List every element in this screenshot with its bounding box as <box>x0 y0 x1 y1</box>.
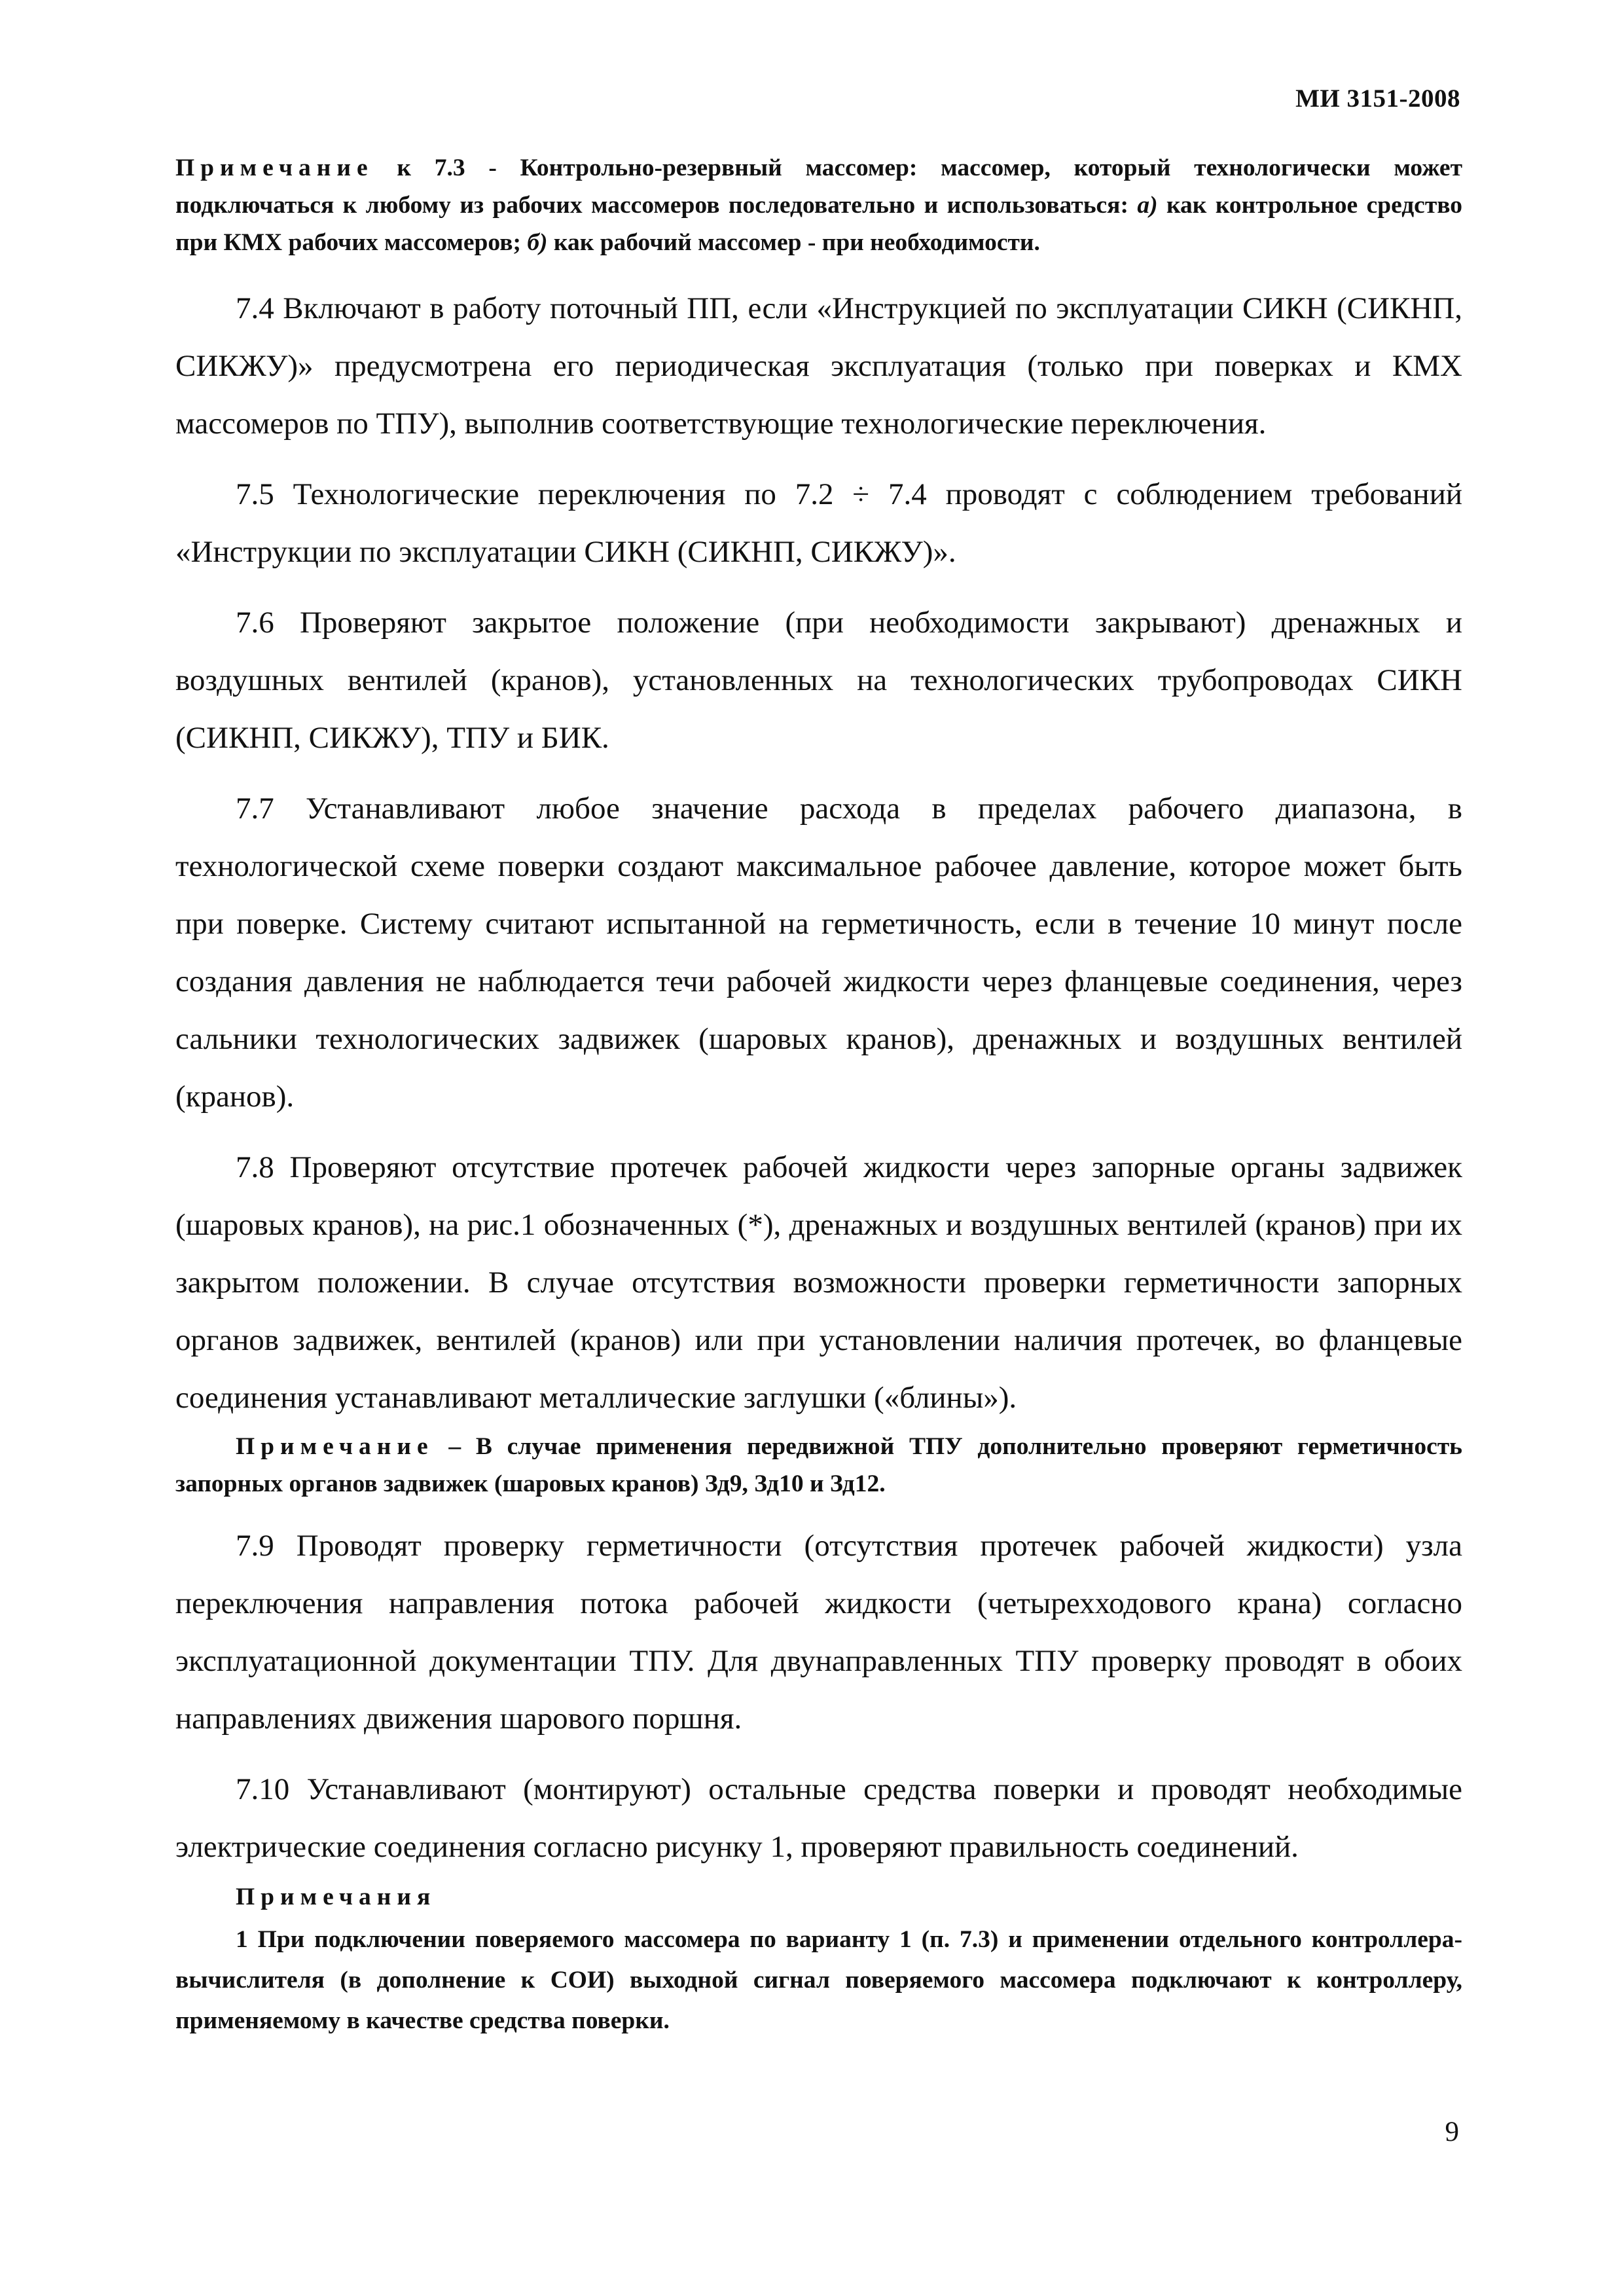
note-text: – В случае применения передвижной ТПУ дополнительно проверяют герметичность запорных органов задвижек (шаровых кранов) Зд9, Зд10 и Зд12. <box>175 1433 1462 1497</box>
page-content <box>175 149 1462 2041</box>
paragraph-7-4: 7.4 Включают в работу поточный ПП, если «Инструкцией по эксплуатации СИКН (СИКНП, СИКЖУ)» предусмотрена его периодическая эксплуатация (только при поверках и КМХ массомеров по ТПУ), выполнив соответствующие технологические переключения. <box>175 291 1462 441</box>
note-item-1: 1 При подключении поверяемого массомера по варианту 1 (п. 7.3) и применении отдельного контроллера-вычислителя (в дополнение к СОИ) выходной сигнал поверяемого массомера подключают к контроллеру, применяемому в качестве средства поверки. <box>175 1926 1462 2034</box>
paragraph-7-5: 7.5 Технологические переключения по 7.2 ÷ 7.4 проводят с соблюдением требований «Инструкции по эксплуатации СИКН (СИКНП, СИКЖУ)». <box>175 477 1462 569</box>
paragraph-7-7: 7.7 Устанавливают любое значение расхода в пределах рабочего диапазона, в технологической схеме поверки создают максимальное рабочее давление, которое может быть при поверке. Систему считают испытанной на герметичность, если в течение 10 минут после создания давления не наблюдается течи рабочей жидкости через фланцевые соединения, через сальники технологических задвижек (шаровых кранов), дренажных и воздушных вентилей (кранов). <box>175 792 1462 1114</box>
paragraph-7-10: 7.10 Устанавливают (монтируют) остальные средства поверки и проводят необходимые электрические соединения согласно рисунку 1, проверяют правильность соединений. <box>175 1772 1462 1864</box>
note-label: Примечание <box>175 155 374 181</box>
paragraph-7-9: 7.9 Проводят проверку герметичности (отсутствия протечек рабочей жидкости) узла переключения направления потока рабочей жидкости (четырехходового крана) согласно эксплуатационной документации ТПУ. Для двунаправленных ТПУ проверку проводят в обоих направлениях движения шарового поршня. <box>175 1529 1462 1736</box>
note-text: к 7.3 - Контрольно-резервный массомер: массомер, который технологически может подключаться к любому из рабочих массомеров последовательно и использоваться: <box>175 155 1462 219</box>
note-text: как контрольное средство при КМХ рабочих массомеров; <box>175 192 1462 256</box>
note-italic: б) <box>527 229 548 256</box>
note-7-8 <box>175 1428 1462 1503</box>
note-label: Примечание <box>236 1433 434 1460</box>
notes-title: Примечания <box>236 1884 437 1910</box>
document-code: МИ 3151-2008 <box>1295 84 1460 113</box>
note-7-3 <box>175 149 1462 261</box>
paragraph-7-6: 7.6 Проверяют закрытое положение (при необходимости закрывают) дренажных и воздушных вентилей (кранов), установленных на технологических трубопроводах СИКН (СИКНП, СИКЖУ), ТПУ и БИК. <box>175 606 1462 755</box>
page-number: 9 <box>1445 2117 1459 2147</box>
note-text: как рабочий массомер - при необходимости. <box>547 229 1040 256</box>
note-italic: а) <box>1137 192 1158 219</box>
paragraph-7-8: 7.8 Проверяют отсутствие протечек рабочей жидкости через запорные органы задвижек (шаровых кранов), на рис.1 обозначенных (*), дренажных и воздушных вентилей (кранов) при их закрытом положении. В случае отсутствия возможности проверки герметичности запорных органов задвижек, вентилей (кранов) или при установлении наличия протечек, во фланцевые соединения устанавливают металлические заглушки («блины»). <box>175 1150 1462 1415</box>
